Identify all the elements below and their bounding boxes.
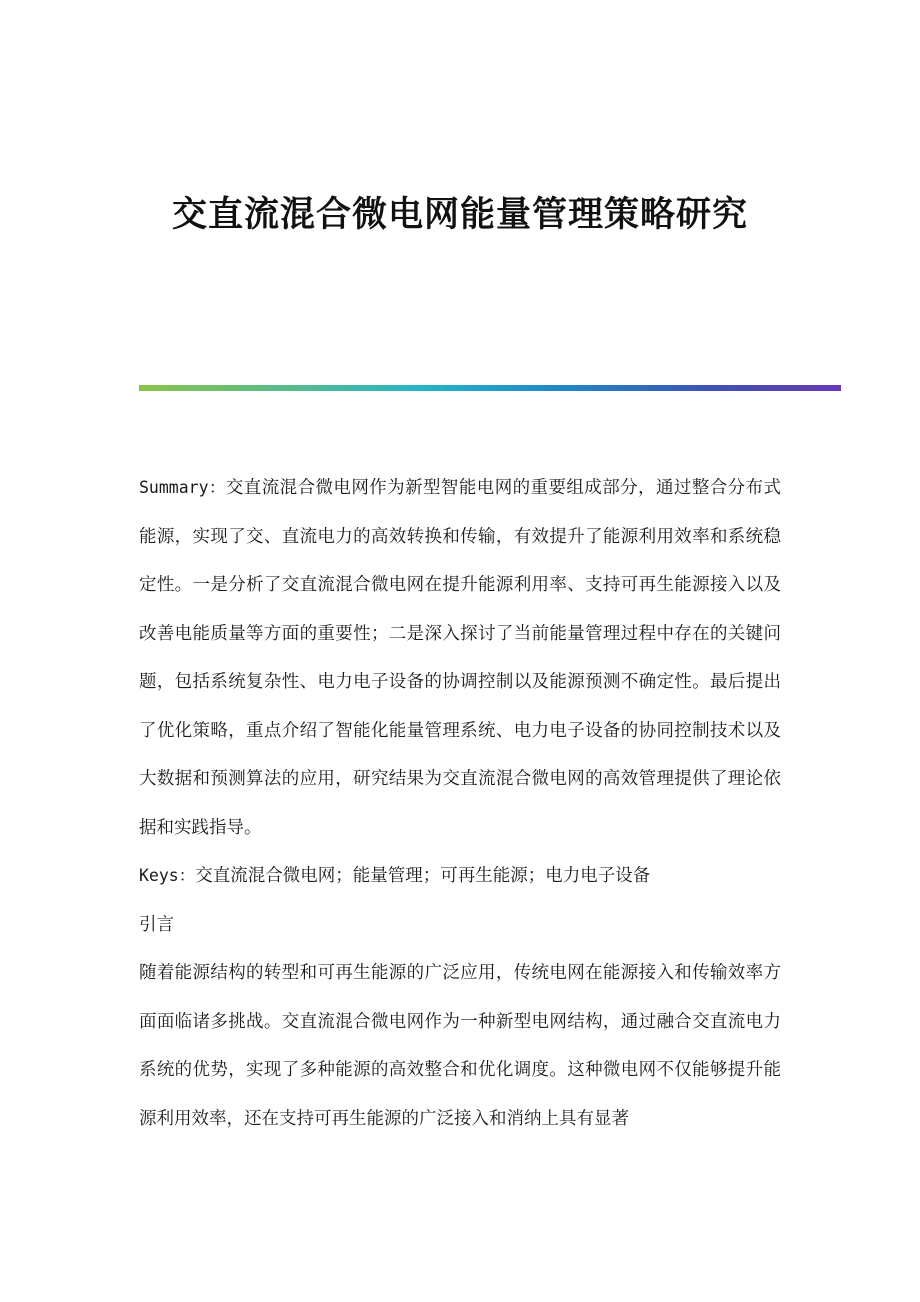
summary-paragraph <box>139 464 781 852</box>
summary-label: Summary： <box>139 478 226 497</box>
keys-paragraph <box>139 852 781 901</box>
document-title: 交直流混合微电网能量管理策略研究 <box>171 194 748 235</box>
intro-paragraph: 随着能源结构的转型和可再生能源的广泛应用，传统电网在能源接入和传输效率方面面临诸多挑战。交直流混合微电网作为一种新型电网结构，通过融合交直流电力系统的优势，实现了多种能源的高效整合和优化调度。这种微电网不仅能够提升能源利用效率，还在支持可再生能源的广泛接入和消纳上具有显著 <box>139 963 781 1129</box>
keys-label: Keys： <box>139 866 196 885</box>
summary-text: 交直流混合微电网作为新型智能电网的重要组成部分，通过整合分布式能源，实现了交、直流电力的高效转换和传输，有效提升了能源利用效率和系统稳定性。一是分析了交直流混合微电网在提升能源利用率、支持可再生能源接入以及改善电能质量等方面的重要性；二是深入探讨了当前能量管理过程中存在的关键问题，包括系统复杂性、电力电子设备的协调控制以及能源预测不确定性。最后提出了优化策略，重点介绍了智能化能量管理系统、电力电子设备的协同控制技术以及大数据和预测算法的应用，研究结果为交直流混合微电网的高效管理提供了理论依据和实践指导。 <box>139 478 782 838</box>
document-body <box>139 464 781 1143</box>
intro-heading: 引言 <box>139 914 174 935</box>
keys-text: 交直流混合微电网；能量管理；可再生能源；电力电子设备 <box>195 866 651 886</box>
gradient-divider <box>139 385 841 391</box>
